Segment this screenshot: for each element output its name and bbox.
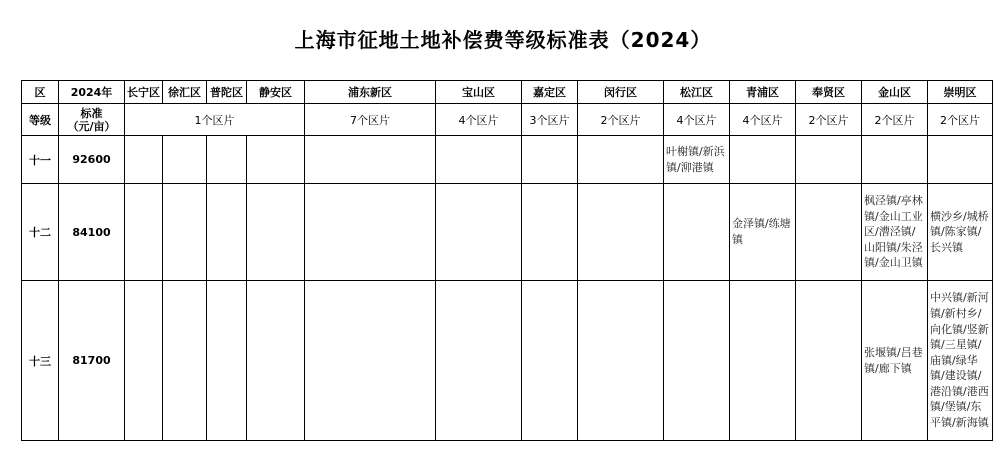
header-qingpu: 青浦区 [730, 81, 796, 104]
jinshan-towns: 枫泾镇/亭林镇/金山工业区/漕泾镇/山阳镇/朱泾镇/金山卫镇 [862, 184, 928, 281]
table-row [22, 184, 993, 281]
grade-cell: 十三 [22, 281, 59, 441]
chongming-towns [928, 136, 993, 184]
qingpu-towns: 金泽镇/练塘镇 [730, 184, 796, 281]
compensation-table [21, 80, 993, 441]
header-year: 2024年 [59, 81, 125, 104]
songjiang-towns [664, 281, 730, 441]
header-jinshan: 金山区 [862, 81, 928, 104]
jinshan-towns: 张堰镇/吕巷镇/廊下镇 [862, 281, 928, 441]
price-cell: 81700 [59, 281, 125, 441]
zone-count-minhang: 2个区片 [578, 104, 664, 136]
zone-count-chongming: 2个区片 [928, 104, 993, 136]
header-jingan: 静安区 [247, 81, 305, 104]
table-row [22, 136, 993, 184]
standard-unit-text: （元/亩） [67, 119, 116, 133]
header-qu: 区 [22, 81, 59, 104]
zone-count-songjiang: 4个区片 [664, 104, 730, 136]
zone-count-pudong: 7个区片 [305, 104, 436, 136]
header-minhang: 闵行区 [578, 81, 664, 104]
header-baoshan: 宝山区 [436, 81, 522, 104]
header-jiading: 嘉定区 [522, 81, 578, 104]
zone-count-fengxian: 2个区片 [796, 104, 862, 136]
zone-count-row [22, 104, 993, 136]
header-changning: 长宁区 [125, 81, 163, 104]
zone-count-baoshan: 4个区片 [436, 104, 522, 136]
zone-count-qingpu: 4个区片 [730, 104, 796, 136]
price-cell: 92600 [59, 136, 125, 184]
qingpu-towns [730, 281, 796, 441]
jinshan-towns [862, 136, 928, 184]
standard-label [59, 104, 125, 136]
zone-count-jinshan: 2个区片 [862, 104, 928, 136]
grade-cell: 十一 [22, 136, 59, 184]
header-fengxian: 奉贤区 [796, 81, 862, 104]
grade-label: 等级 [22, 104, 59, 136]
table-row [22, 281, 993, 441]
page-title: 上海市征地土地补偿费等级标准表（2024） [294, 28, 712, 52]
header-putuo: 普陀区 [207, 81, 247, 104]
zone-count-jiading: 3个区片 [522, 104, 578, 136]
chongming-towns: 横沙乡/城桥镇/陈家镇/长兴镇 [928, 184, 993, 281]
zone-count-central: 1个区片 [125, 104, 305, 136]
price-cell: 84100 [59, 184, 125, 281]
songjiang-towns [664, 184, 730, 281]
header-songjiang: 松江区 [664, 81, 730, 104]
header-xuhui: 徐汇区 [163, 81, 207, 104]
qingpu-towns [730, 136, 796, 184]
header-row [22, 81, 993, 104]
chongming-towns: 中兴镇/新河镇/新村乡/向化镇/竖新镇/三星镇/庙镇/绿华镇/建设镇/港沿镇/港西镇/堡镇/东平镇/新海镇 [928, 281, 993, 441]
songjiang-towns: 叶榭镇/新浜镇/泖港镇 [664, 136, 730, 184]
standard-label-text: 标准 [80, 106, 103, 120]
header-chongming: 崇明区 [928, 81, 993, 104]
header-pudong: 浦东新区 [305, 81, 436, 104]
grade-cell: 十二 [22, 184, 59, 281]
